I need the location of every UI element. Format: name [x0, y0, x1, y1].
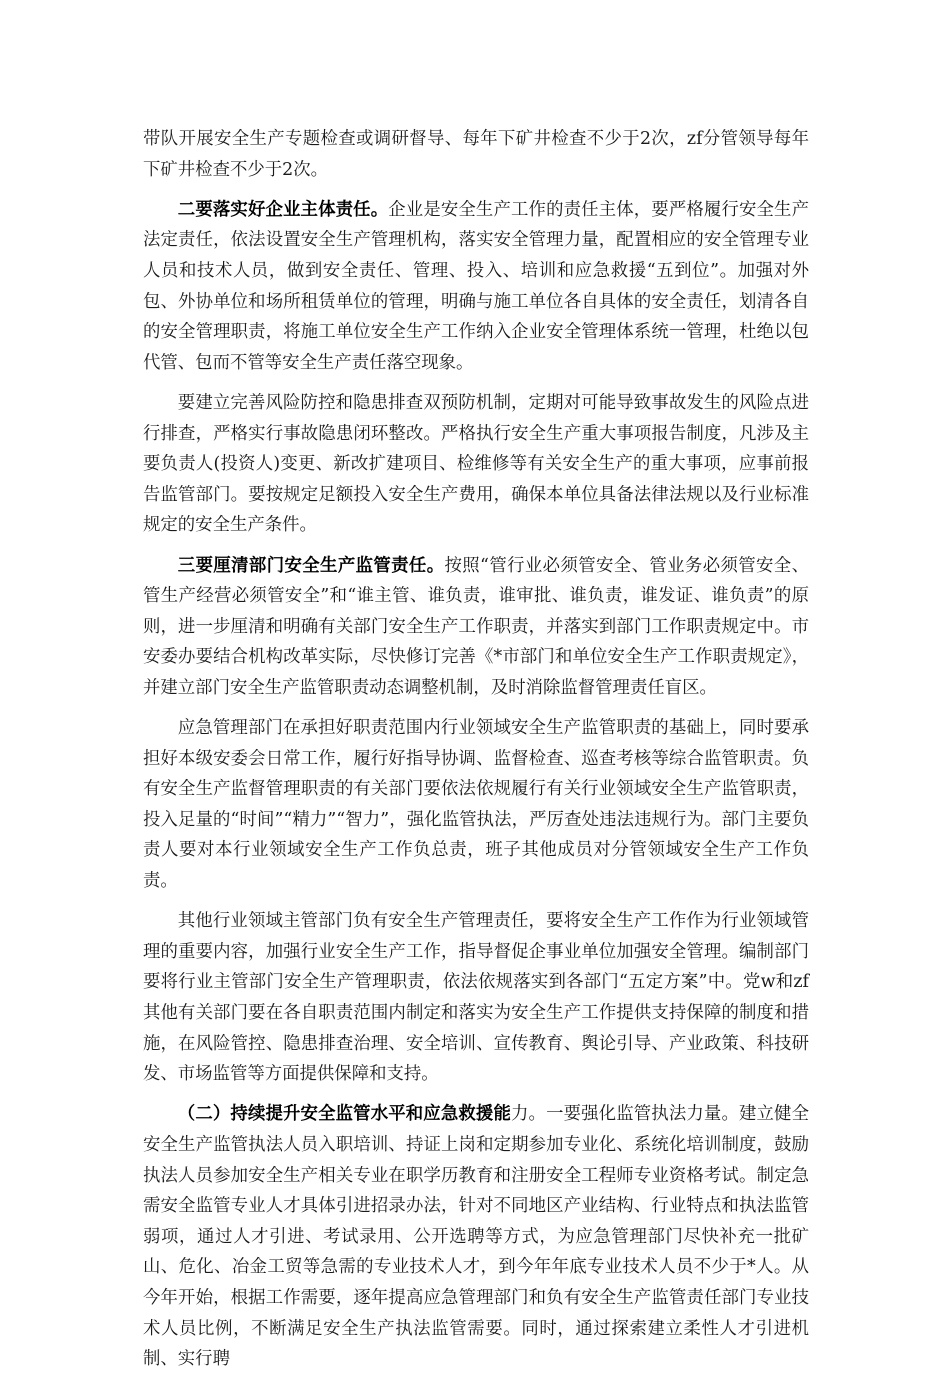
paragraph-1-text: 带队开展安全生产专题检查或调研督导、每年下矿井检查不少于2次，zf分管领导每年下矿井检查不少于2次。	[143, 129, 809, 180]
paragraph-2-text: 企业是安全生产工作的责任主体，要严格履行安全生产法定责任，依法设置安全生产管理机构，落实安全管理力量，配置相应的安全管理专业人员和技术人员，做到安全责任、管理、投入、培训和应急救援“五到位”。加强对外包、外协单位和场所租赁单位的管理，明确与施工单位各自具体的安全责任，划清各自的安全管理职责，将施工单位安全生产工作纳入企业安全管理体系统一管理，杜绝以包代管、包而不管等安全生产责任落空现象。	[143, 199, 809, 373]
paragraph-2-lead: 二要落实好企业主体责任。	[177, 199, 389, 220]
paragraph-6	[143, 906, 809, 1090]
paragraph-7-lead: （二）持续提升安全监管水平和应急救援能	[177, 1104, 511, 1125]
document-body	[143, 124, 809, 1384]
paragraph-4-text: 按照“管行业必须管安全、管业务必须管安全、管生产经营必须管安全”和“谁主管、谁负责，谁审批、谁负责，谁发证、谁负责”的原则，进一步厘清和明确有关部门安全生产工作职责，并落实到部门工作职责规定中。市安委办要结合机构改革实际，尽快修订完善《*市部门和单位安全生产工作职责规定》，并建立部门安全生产监管职责动态调整机制，及时消除监督管理责任盲区。	[143, 555, 809, 698]
paragraph-4-lead: 三要厘清部门安全生产监管责任。	[177, 555, 445, 576]
paragraph-3-text: 要建立完善风险防控和隐患排查双预防机制，定期对可能导致事故发生的风险点进行排查，严格实行事故隐患闭环整改。严格执行安全生产重大事项报告制度，凡涉及主要负责人(投资人)变更、新改扩建项目、检维修等有关安全生产的重大事项，应事前报告监管部门。要按规定足额投入安全生产费用，确保本单位具备法律法规以及行业标准规定的安全生产条件。	[143, 392, 809, 536]
paragraph-5	[143, 713, 809, 897]
paragraph-4	[143, 551, 809, 704]
paragraph-7-text: 力。一要强化监管执法力量。建立健全安全生产监管执法人员入职培训、持证上岗和定期参加专业化、系统化培训制度，鼓励执法人员参加安全生产相关专业在职学历教育和注册安全工程师专业资格考试。制定急需安全监管专业人才具体引进招录办法，针对不同地区产业结构、行业特点和执法监管弱项，通过人才引进、考试录用、公开选聘等方式，为应急管理部门尽快补充一批矿山、危化、冶金工贸等急需的专业技术人才，到今年年底专业技术人员不少于*人。从今年开始，根据工作需要，逐年提高应急管理部门和负有安全生产监管责任部门专业技术人员比例，不断满足安全生产执法监管需要。同时，通过探索建立柔性人才引进机制、实行聘	[143, 1104, 809, 1370]
paragraph-6-text: 其他行业领域主管部门负有安全生产管理责任，要将安全生产工作作为行业领域管理的重要内容，加强行业安全生产工作，指导督促企事业单位加强安全管理。编制部门要将行业主管部门安全生产管理职责，依法依规落实到各部门“五定方案”中。党w和zf其他有关部门要在各自职责范围内制定和落实为安全生产工作提供支持保障的制度和措施，在风险管控、隐患排查治理、安全培训、宣传教育、舆论引导、产业政策、科技研发、市场监管等方面提供保障和支持。	[143, 911, 809, 1085]
paragraph-7	[143, 1099, 809, 1374]
paragraph-2	[143, 195, 809, 379]
paragraph-5-text: 应急管理部门在承担好职责范围内行业领域安全生产监管职责的基础上，同时要承担好本级安委会日常工作，履行好指导协调、监督检查、巡查考核等综合监管职责。负有安全生产监督管理职责的有关部门要依法依规履行有关行业领域安全生产监管职责，投入足量的“时间”“精力”“智力”，强化监管执法，严厉查处违法违规行为。部门主要负责人要对本行业领域安全生产工作负总责，班子其他成员对分管领域安全生产工作负责。	[143, 718, 809, 892]
paragraph-1	[143, 124, 809, 185]
paragraph-3	[143, 388, 809, 541]
